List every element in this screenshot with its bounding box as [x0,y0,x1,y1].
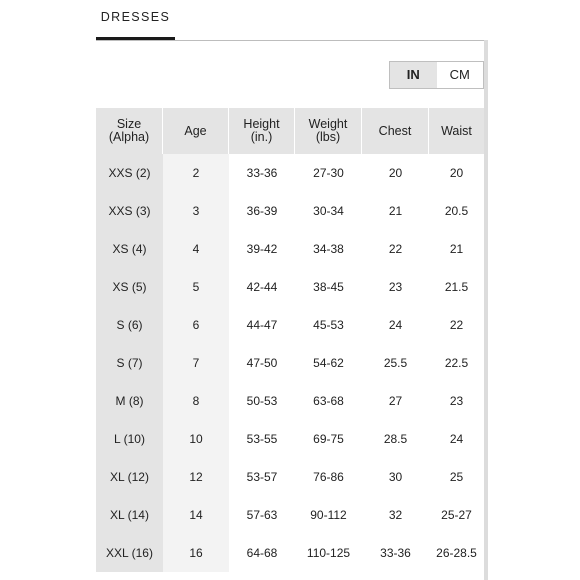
cell-weight: 54-62 [295,344,362,382]
cell-height: 36-39 [229,192,295,230]
cell-height: 39-42 [229,230,295,268]
cell-age: 16 [163,534,229,572]
unit-toggle [389,61,484,89]
cell-weight: 90-112 [295,496,362,534]
cell-waist: 22.5 [429,344,484,382]
cell-waist: 20.5 [429,192,484,230]
column-header-chest [362,108,429,154]
cell-waist: 24 [429,420,484,458]
column-header-unit: (Alpha) [108,130,150,144]
size-chart-table [96,108,484,572]
cell-size: M (8) [96,382,163,420]
column-header-height [229,108,295,154]
table-row [96,382,484,420]
cell-height: 44-47 [229,306,295,344]
cell-height: 53-55 [229,420,295,458]
cell-weight: 45-53 [295,306,362,344]
column-header-waist [429,108,484,154]
cell-weight: 27-30 [295,154,362,192]
cell-age: 3 [163,192,229,230]
cell-size: XS (5) [96,268,163,306]
cell-size: XXS (3) [96,192,163,230]
cell-size: L (10) [96,420,163,458]
cell-age: 5 [163,268,229,306]
table-row [96,154,484,192]
column-header-label: Chest [378,123,412,138]
cell-waist: 23 [429,382,484,420]
cell-age: 10 [163,420,229,458]
cell-height: 42-44 [229,268,295,306]
cell-age: 14 [163,496,229,534]
cell-waist: 21.5 [429,268,484,306]
cell-waist: 20 [429,154,484,192]
cell-weight: 76-86 [295,458,362,496]
table-row [96,496,484,534]
cell-chest: 30 [362,458,429,496]
column-header-unit: (lbs) [315,130,341,144]
cell-chest: 25.5 [362,344,429,382]
cell-size: XXS (2) [96,154,163,192]
cell-waist: 25-27 [429,496,484,534]
cell-chest: 33-36 [362,534,429,572]
table-row [96,230,484,268]
table-row [96,268,484,306]
cell-weight: 110-125 [295,534,362,572]
cell-chest: 21 [362,192,429,230]
table-row [96,534,484,572]
table-row [96,420,484,458]
cell-age: 4 [163,230,229,268]
cell-size: XL (14) [96,496,163,534]
column-header-label: Height [243,117,280,131]
cell-height: 53-57 [229,458,295,496]
category-tab-bar [96,0,484,41]
table-row [96,192,484,230]
cell-waist: 25 [429,458,484,496]
column-header-weight [295,108,362,154]
table-header-row [96,108,484,154]
panel-right-divider [484,40,488,580]
cell-height: 64-68 [229,534,295,572]
unit-in-button[interactable]: IN [390,62,437,88]
cell-waist: 22 [429,306,484,344]
cell-height: 50-53 [229,382,295,420]
cell-waist: 26-28.5 [429,534,484,572]
cell-age: 2 [163,154,229,192]
cell-chest: 28.5 [362,420,429,458]
column-header-label: Waist [441,123,472,138]
cell-size: S (6) [96,306,163,344]
cell-size: XL (12) [96,458,163,496]
column-header-age [163,108,229,154]
cell-size: XS (4) [96,230,163,268]
cell-weight: 63-68 [295,382,362,420]
cell-height: 47-50 [229,344,295,382]
cell-age: 7 [163,344,229,382]
cell-waist: 21 [429,230,484,268]
column-header-size [96,108,163,154]
cell-age: 8 [163,382,229,420]
column-header-label: Weight [308,117,348,131]
cell-chest: 23 [362,268,429,306]
cell-age: 6 [163,306,229,344]
cell-weight: 30-34 [295,192,362,230]
cell-size: S (7) [96,344,163,382]
column-header-label: Size [116,117,142,131]
cell-weight: 34-38 [295,230,362,268]
cell-height: 57-63 [229,496,295,534]
unit-cm-button[interactable]: CM [449,67,470,82]
cell-size: XXL (16) [96,534,163,572]
column-header-label: Age [184,123,207,138]
cell-chest: 20 [362,154,429,192]
cell-chest: 24 [362,306,429,344]
table-body [96,154,484,572]
cell-weight: 38-45 [295,268,362,306]
cell-chest: 32 [362,496,429,534]
cell-chest: 27 [362,382,429,420]
cell-age: 12 [163,458,229,496]
tab-dresses[interactable]: DRESSES [96,0,175,40]
table-row [96,458,484,496]
cell-height: 33-36 [229,154,295,192]
table-row [96,306,484,344]
cell-weight: 69-75 [295,420,362,458]
cell-chest: 22 [362,230,429,268]
table-row [96,344,484,382]
column-header-unit: (in.) [250,130,273,144]
